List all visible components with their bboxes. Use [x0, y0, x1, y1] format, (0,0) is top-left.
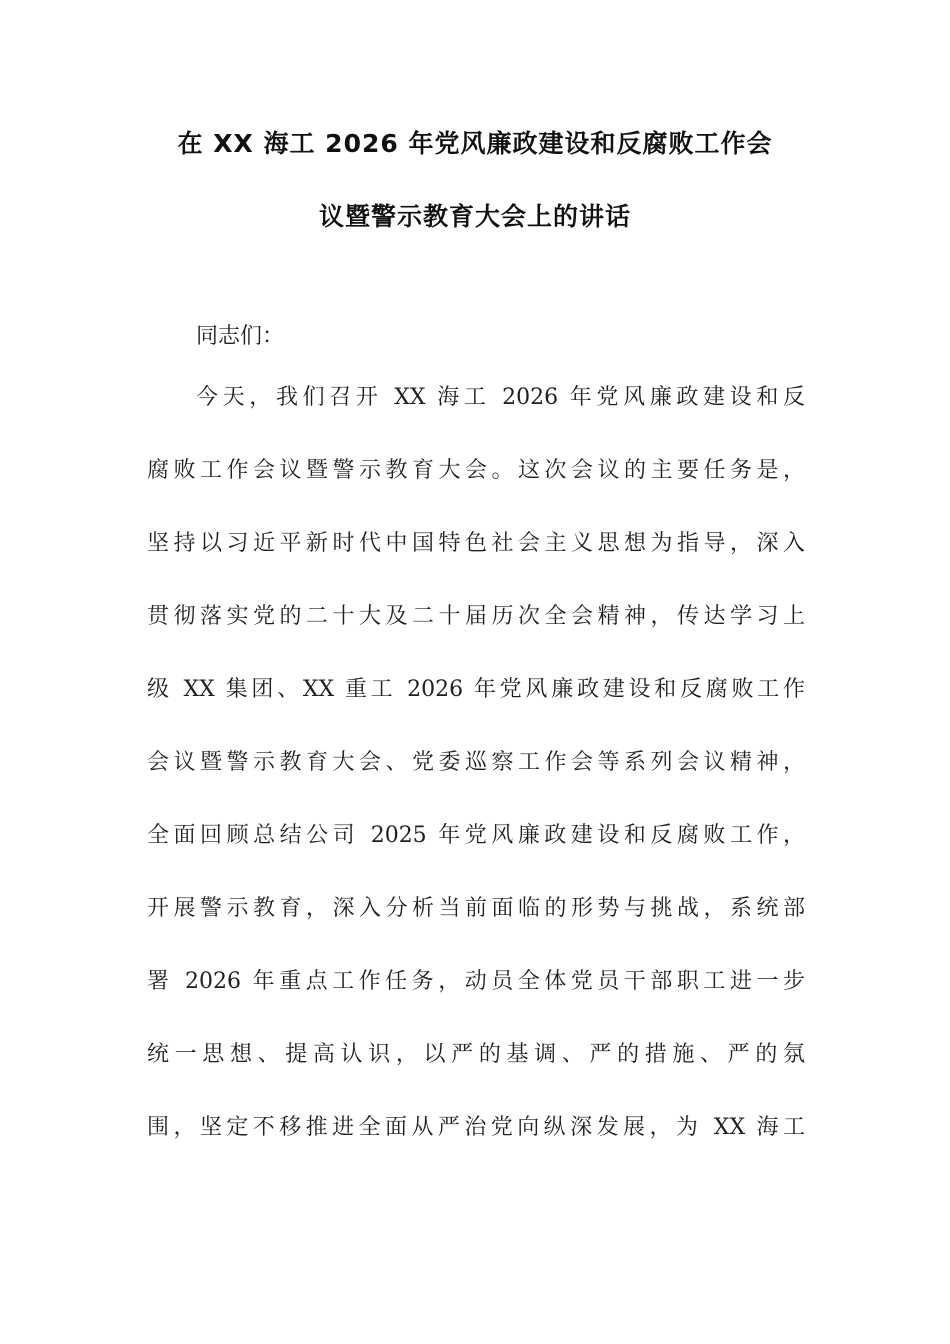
paragraph-line: 贯彻落实党的二十大及二十届历次全会精神，传达学习上 [147, 604, 805, 629]
paragraph-line: 今天，我们召开 XX 海工 2026 年党风廉政建设和反 [196, 385, 805, 410]
paragraph-line: 统一思想、提高认识，以严的基调、严的措施、严的氛 [147, 1042, 805, 1067]
paragraph-line: 开展警示教育，深入分析当前面临的形势与挑战，系统部 [147, 896, 805, 921]
paragraph-line: 会议暨警示教育大会、党委巡察工作会等系列会议精神， [147, 750, 805, 775]
paragraph-line: 腐败工作会议暨警示教育大会。这次会议的主要任务是， [147, 458, 805, 483]
paragraph-line: 坚持以习近平新时代中国特色社会主义思想为指导，深入 [147, 531, 805, 556]
salutation: 同志们： [196, 324, 285, 349]
paragraph-line: 全面回顾总结公司 2025 年党风廉政建设和反腐败工作， [147, 823, 805, 848]
document-title-line-1: 在 XX 海工 2026 年党风廉政建设和反腐败工作会 [177, 129, 773, 158]
document-title-line-2: 议暨警示教育大会上的讲话 [318, 202, 631, 231]
paragraph-line: 围，坚定不移推进全面从严治党向纵深发展，为 XX 海工 [147, 1115, 805, 1140]
paragraph-line: 署 2026 年重点工作任务，动员全体党员干部职工进一步 [147, 969, 805, 994]
paragraph-line: 级 XX 集团、XX 重工 2026 年党风廉政建设和反腐败工作 [147, 677, 805, 702]
